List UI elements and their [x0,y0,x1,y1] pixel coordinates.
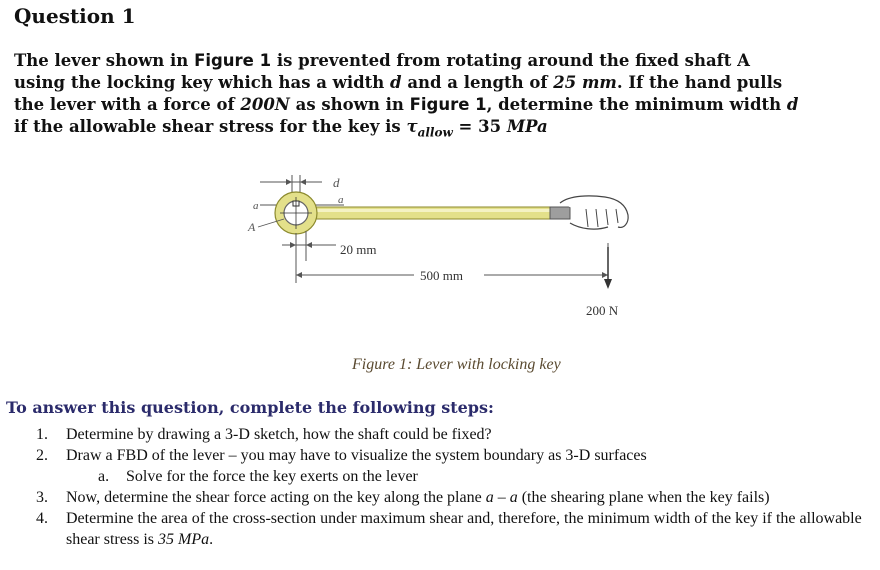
dim-20-arrow-left [290,242,296,248]
step-4: 4. Determine the area of the cross-section under maximum shear and, therefore, the minimum width of the key if the allowable shear stress is 35 MPa. [36,510,862,548]
dim-500-arrow-left [296,272,302,278]
question-title: Question 1 [14,4,136,28]
shear-plane: a – a [485,489,518,506]
step-2a: a. Solve for the force the key exerts on the lever [98,468,418,485]
lever-highlight [306,209,556,212]
label-A: A [248,220,256,234]
problem-line-4: if the allowable shear stress for the key is $\tau_{allow} = 35$ MPa [14,117,548,140]
lever-arm [306,207,556,219]
key-length: 25 mm [553,73,617,92]
width-variable-2: d [786,95,799,114]
dim-d-arrow-left [286,179,292,185]
figure-reference: Figure 1 [194,51,272,70]
force-arrow-head [604,279,612,289]
dim-500-label: 500 mm [420,268,463,283]
tau-subscript: allow [417,125,453,140]
steps-list [0,424,880,550]
dim-20-label: 20 mm [340,242,377,257]
width-variable: d [390,73,402,92]
label-d: d [333,175,340,190]
problem-line-2: using the locking key which has a width d and a length of 25 mm. If the hand pulls [14,73,783,92]
dim-500-arrow-right [602,272,608,278]
dim-20-arrow-right [306,242,312,248]
steps-heading: To answer this question, complete the following steps: [6,398,494,417]
figure-caption: Figure 1: Lever with locking key [352,356,561,373]
force-value: 200N [240,95,290,114]
stress-unit: MPa [506,117,548,136]
problem-statement [14,50,880,143]
problem-line-3: the lever with a force of 200N as shown in Figure 1, determine the minimum width d [14,95,799,114]
step-3: 3. Now, determine the shear force acting on the key along the plane a – a (the shearing plane when the key fails) [36,489,770,506]
force-label: 200 N [586,303,619,318]
step-2: 2. Draw a FBD of the lever – you may have to visualize the system boundary as 3-D surfaces [36,447,647,464]
label-a-left: a [253,200,259,212]
problem-line-1: The lever shown in Figure 1 is prevented from rotating around the fixed shaft A [14,51,750,70]
tau-symbol: τ [406,117,418,136]
lever-grip [550,207,570,219]
label-a-top: a [338,194,344,206]
lever-figure [240,165,660,325]
step-1: 1. Determine by drawing a 3-D sketch, how the shaft could be fixed? [36,426,492,443]
dim-d-arrow-right [300,179,306,185]
figure-reference-2: Figure 1 [409,95,487,114]
allowable-stress: 35 MPa [157,531,210,548]
